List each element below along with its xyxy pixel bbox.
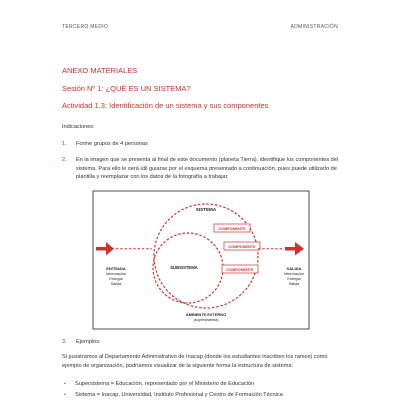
header-left: TERCERO MEDIO: [62, 24, 109, 30]
component-label-2: COMPONENTE: [228, 244, 256, 249]
environment-title: AMBIENTE EXTERNO: [185, 312, 227, 317]
bullet-text: Supersistema = Educación, representado por el Ministerio de Educación: [75, 381, 255, 387]
bullet-icon: •: [64, 381, 66, 387]
step-text: Forme grupos de 4 personas: [76, 141, 148, 147]
input-line-3: Salida: [110, 282, 122, 286]
activity-title: Actividad 1.3: Identificación de un sistema y sus componentes: [62, 101, 269, 110]
output-line-3: Salida: [288, 282, 300, 286]
session-title: Sesión Nº 1: ¿QUÉ ES UN SISTEMA?: [62, 84, 191, 93]
indications-label: Indicaciones:: [62, 124, 95, 130]
header-right: ADMINISTRACIÓN: [290, 24, 338, 30]
step-text: En la imagen que se presenta al final de este documento (planeta Tierra), identifique los componentes del sistema. Para ello le será útil guiarse por el esquema presentado a continuación, pues puede utilizarlo de plantilla y reemplazar con los datos de la fotografía a trabajar.: [76, 157, 339, 180]
step-number: 3.: [62, 339, 67, 345]
step-number: 1.: [62, 141, 67, 147]
system-diagram: [92, 190, 310, 330]
bullet-text: Sistema = Inacap, Universidad, Instituto Profesional y Centro de Formación Técnica: [75, 392, 283, 398]
environment-subtitle: (supersistema): [193, 318, 219, 322]
input-line-1: Información: [106, 272, 126, 276]
bullet-icon: •: [64, 392, 66, 398]
input-line-2: Energía: [109, 277, 123, 281]
example-paragraph: Si pusiéramos al Departamento Administrativo de Inacap (donde los estudiantes inscriben los ramos) como ejemplo de organización, podríamos visualizar de la siguiente forma la estructura de sistema:: [62, 354, 328, 369]
step-number: 2.: [62, 157, 67, 163]
output-line-1: Información: [284, 272, 304, 276]
system-label: SISTEMA: [195, 207, 217, 212]
output-line-2: Energía: [287, 277, 301, 281]
output-arrow-shaft: [285, 247, 295, 251]
document-title: ANEXO MATERIALES: [62, 66, 138, 75]
input-title: ENTRADA: [106, 266, 126, 271]
component-label-1: COMPONENTE: [218, 226, 246, 231]
step-text: Ejemplos:: [76, 339, 101, 345]
subsystem-label: SUBSISTEMA: [170, 265, 198, 270]
input-arrow-shaft: [96, 247, 106, 251]
output-title: SALIDA: [286, 266, 302, 271]
component-label-3: COMPONENTE: [226, 267, 254, 272]
